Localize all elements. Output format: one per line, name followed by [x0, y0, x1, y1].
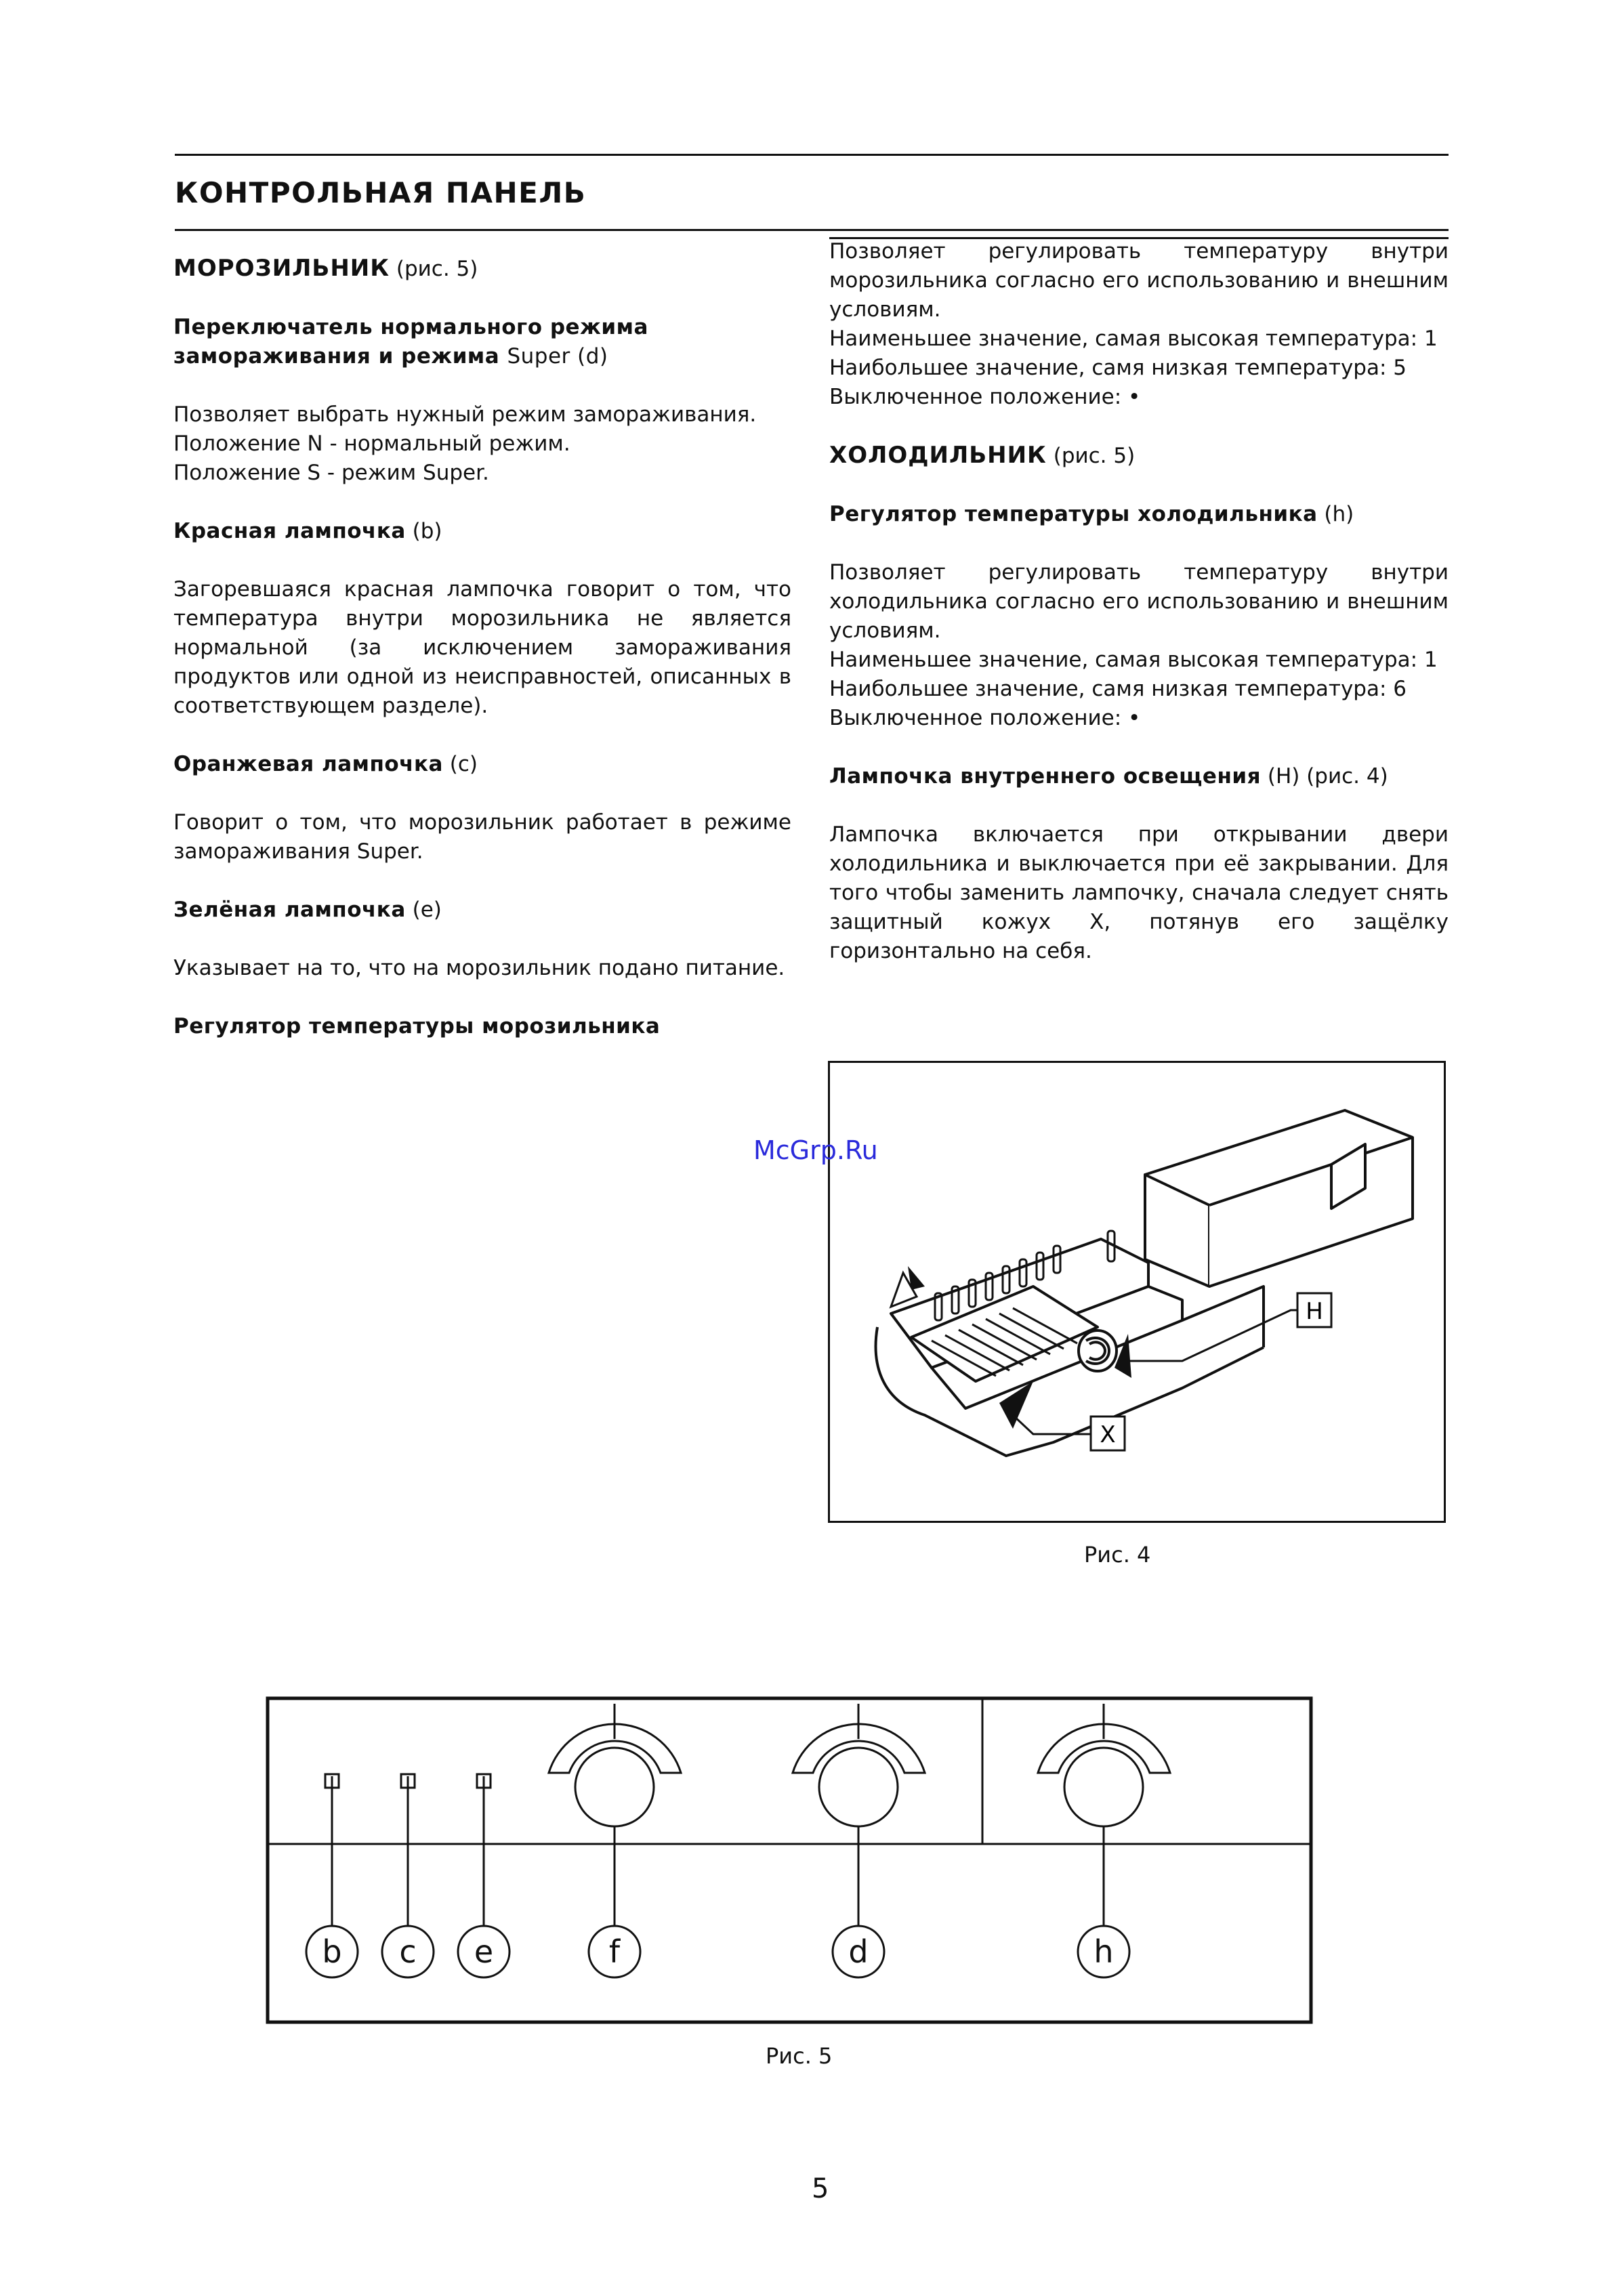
figure-5 — [264, 1695, 1321, 2031]
orange-lamp-text: Говорит о том, что морозильник работает в режиме замораживания Super. — [173, 810, 791, 864]
fig5-caption: Рис. 5 — [766, 2043, 833, 2069]
fridge-min: Наименьшее значение, самая высокая температура: 1 — [829, 648, 1438, 672]
switch-title: Переключатель нормального режима замораживания и режима Super (d) — [173, 315, 648, 369]
left-column — [173, 254, 791, 1041]
switch-line-2: Положение N - нормальный режим. — [173, 432, 570, 456]
fig4-label-h: H — [1306, 1298, 1323, 1325]
fig4-label-x: X — [1100, 1421, 1116, 1448]
red-lamp-title: Красная лампочка (b) — [173, 519, 442, 543]
fridge-max: Наибольшее значение, самя низкая температура: 6 — [829, 677, 1407, 701]
freezer-off: Выключенное положение: • — [829, 385, 1141, 409]
orange-lamp-title: Оранжевая лампочка (c) — [173, 752, 478, 776]
label-d: d — [848, 1933, 869, 1970]
right-col-rule — [829, 237, 1449, 239]
page-number: 5 — [812, 2173, 829, 2204]
fig4-caption: Рис. 4 — [1084, 1542, 1151, 1568]
label-h: h — [1094, 1933, 1114, 1970]
fridge-heading: ХОЛОДИЛЬНИК (рис. 5) — [829, 442, 1136, 469]
freezer-regulator-text: Позволяет регулировать температуру внутри морозильника согласно его использованию и внешним условиям. — [829, 239, 1449, 322]
top-rule — [175, 154, 1449, 156]
freezer-min: Наименьшее значение, самая высокая температура: 1 — [829, 327, 1438, 351]
watermark: McGrp.Ru — [753, 1135, 878, 1165]
figure-4 — [828, 1061, 1446, 1523]
label-f: f — [608, 1933, 621, 1970]
fridge-regulator-title: Регулятор температуры холодильника (h) — [829, 502, 1354, 526]
page-title: КОНТРОЛЬНАЯ ПАНЕЛЬ — [175, 176, 587, 209]
fridge-regulator-text: Позволяет регулировать температуру внутри холодильника согласно его использованию и внешним условиям. — [829, 560, 1449, 643]
green-lamp-text: Указывает на то, что на морозильник подано питание. — [173, 956, 785, 980]
lamp-title: Лампочка внутреннего освещения (H) (рис. 4) — [829, 764, 1388, 789]
label-e: e — [474, 1933, 494, 1970]
label-b: b — [322, 1933, 342, 1970]
switch-line-1: Позволяет выбрать нужный режим замораживания. — [173, 402, 757, 427]
lamp-housing-drawing — [830, 1063, 1444, 1521]
lamp-text: Лампочка включается при открывании двери холодильника и выключается при её закрывании. Для того чтобы заменить лампочку, сначала следует снять защитный кожух X, потянув его защёлку горизонтально на себя. — [829, 822, 1449, 963]
title-rule — [175, 229, 1449, 231]
freezer-max: Наибольшее значение, самя низкая температура: 5 — [829, 356, 1407, 380]
freezer-regulator-title: Регулятор температуры морозильника — [173, 1014, 661, 1038]
switch-line-3: Положение S - режим Super. — [173, 461, 489, 485]
freezer-heading: МОРОЗИЛЬНИК (рис. 5) — [173, 255, 478, 282]
red-lamp-text: Загоревшаяся красная лампочка говорит о том, что температура внутри морозильника не является нормальной (за исключением замораживания продуктов или одной из неисправностей, описанных в соответствующем разделе). — [173, 577, 791, 718]
green-lamp-title: Зелёная лампочка (e) — [173, 898, 442, 922]
label-c: c — [399, 1933, 417, 1970]
right-column — [829, 237, 1449, 966]
fridge-off: Выключенное положение: • — [829, 706, 1141, 730]
